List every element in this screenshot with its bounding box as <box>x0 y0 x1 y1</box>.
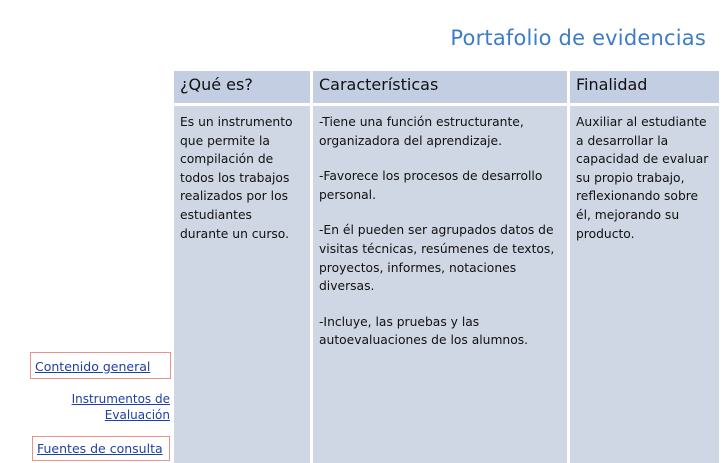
link-line: Instrumentos de <box>71 392 170 406</box>
column-header: Finalidad <box>570 71 719 106</box>
cell-paragraph: -En él pueden ser agrupados datos de visitas técnicas, resúmenes de textos, proyectos, informes, notaciones diversas. <box>319 223 555 294</box>
contenido-general-link[interactable]: Contenido general <box>30 352 171 379</box>
cell-paragraph: Es un instrumento que permite la compilación de todos los trabajos realizados por los estudiantes durante un curso. <box>180 115 293 241</box>
link-line: Evaluación <box>104 408 170 422</box>
cell-paragraph: -Incluye, las pruebas y las autoevaluaciones de los alumnos. <box>319 314 529 348</box>
page-title: Portafolio de evidencias <box>450 26 706 50</box>
column-caracteristicas <box>313 71 567 463</box>
column-que-es <box>174 71 310 463</box>
column-body <box>570 106 719 260</box>
info-table <box>174 71 719 463</box>
column-body <box>313 106 567 367</box>
cell-paragraph: -Tiene una función estructurante, organizadora del aprendizaje. <box>319 115 524 148</box>
column-body <box>174 106 310 260</box>
column-header: Características <box>313 71 567 106</box>
instrumentos-evaluacion-link[interactable] <box>70 391 170 423</box>
cell-paragraph: -Favorece los procesos de desarrollo personal. <box>319 169 543 202</box>
column-finalidad <box>570 71 719 463</box>
column-header: ¿Qué es? <box>174 71 310 106</box>
fuentes-consulta-link[interactable]: Fuentes de consulta <box>32 436 170 461</box>
cell-paragraph: Auxiliar al estudiante a desarrollar la capacidad de evaluar su propio trabajo, reflexionando sobre él, mejorando su producto. <box>576 115 709 241</box>
